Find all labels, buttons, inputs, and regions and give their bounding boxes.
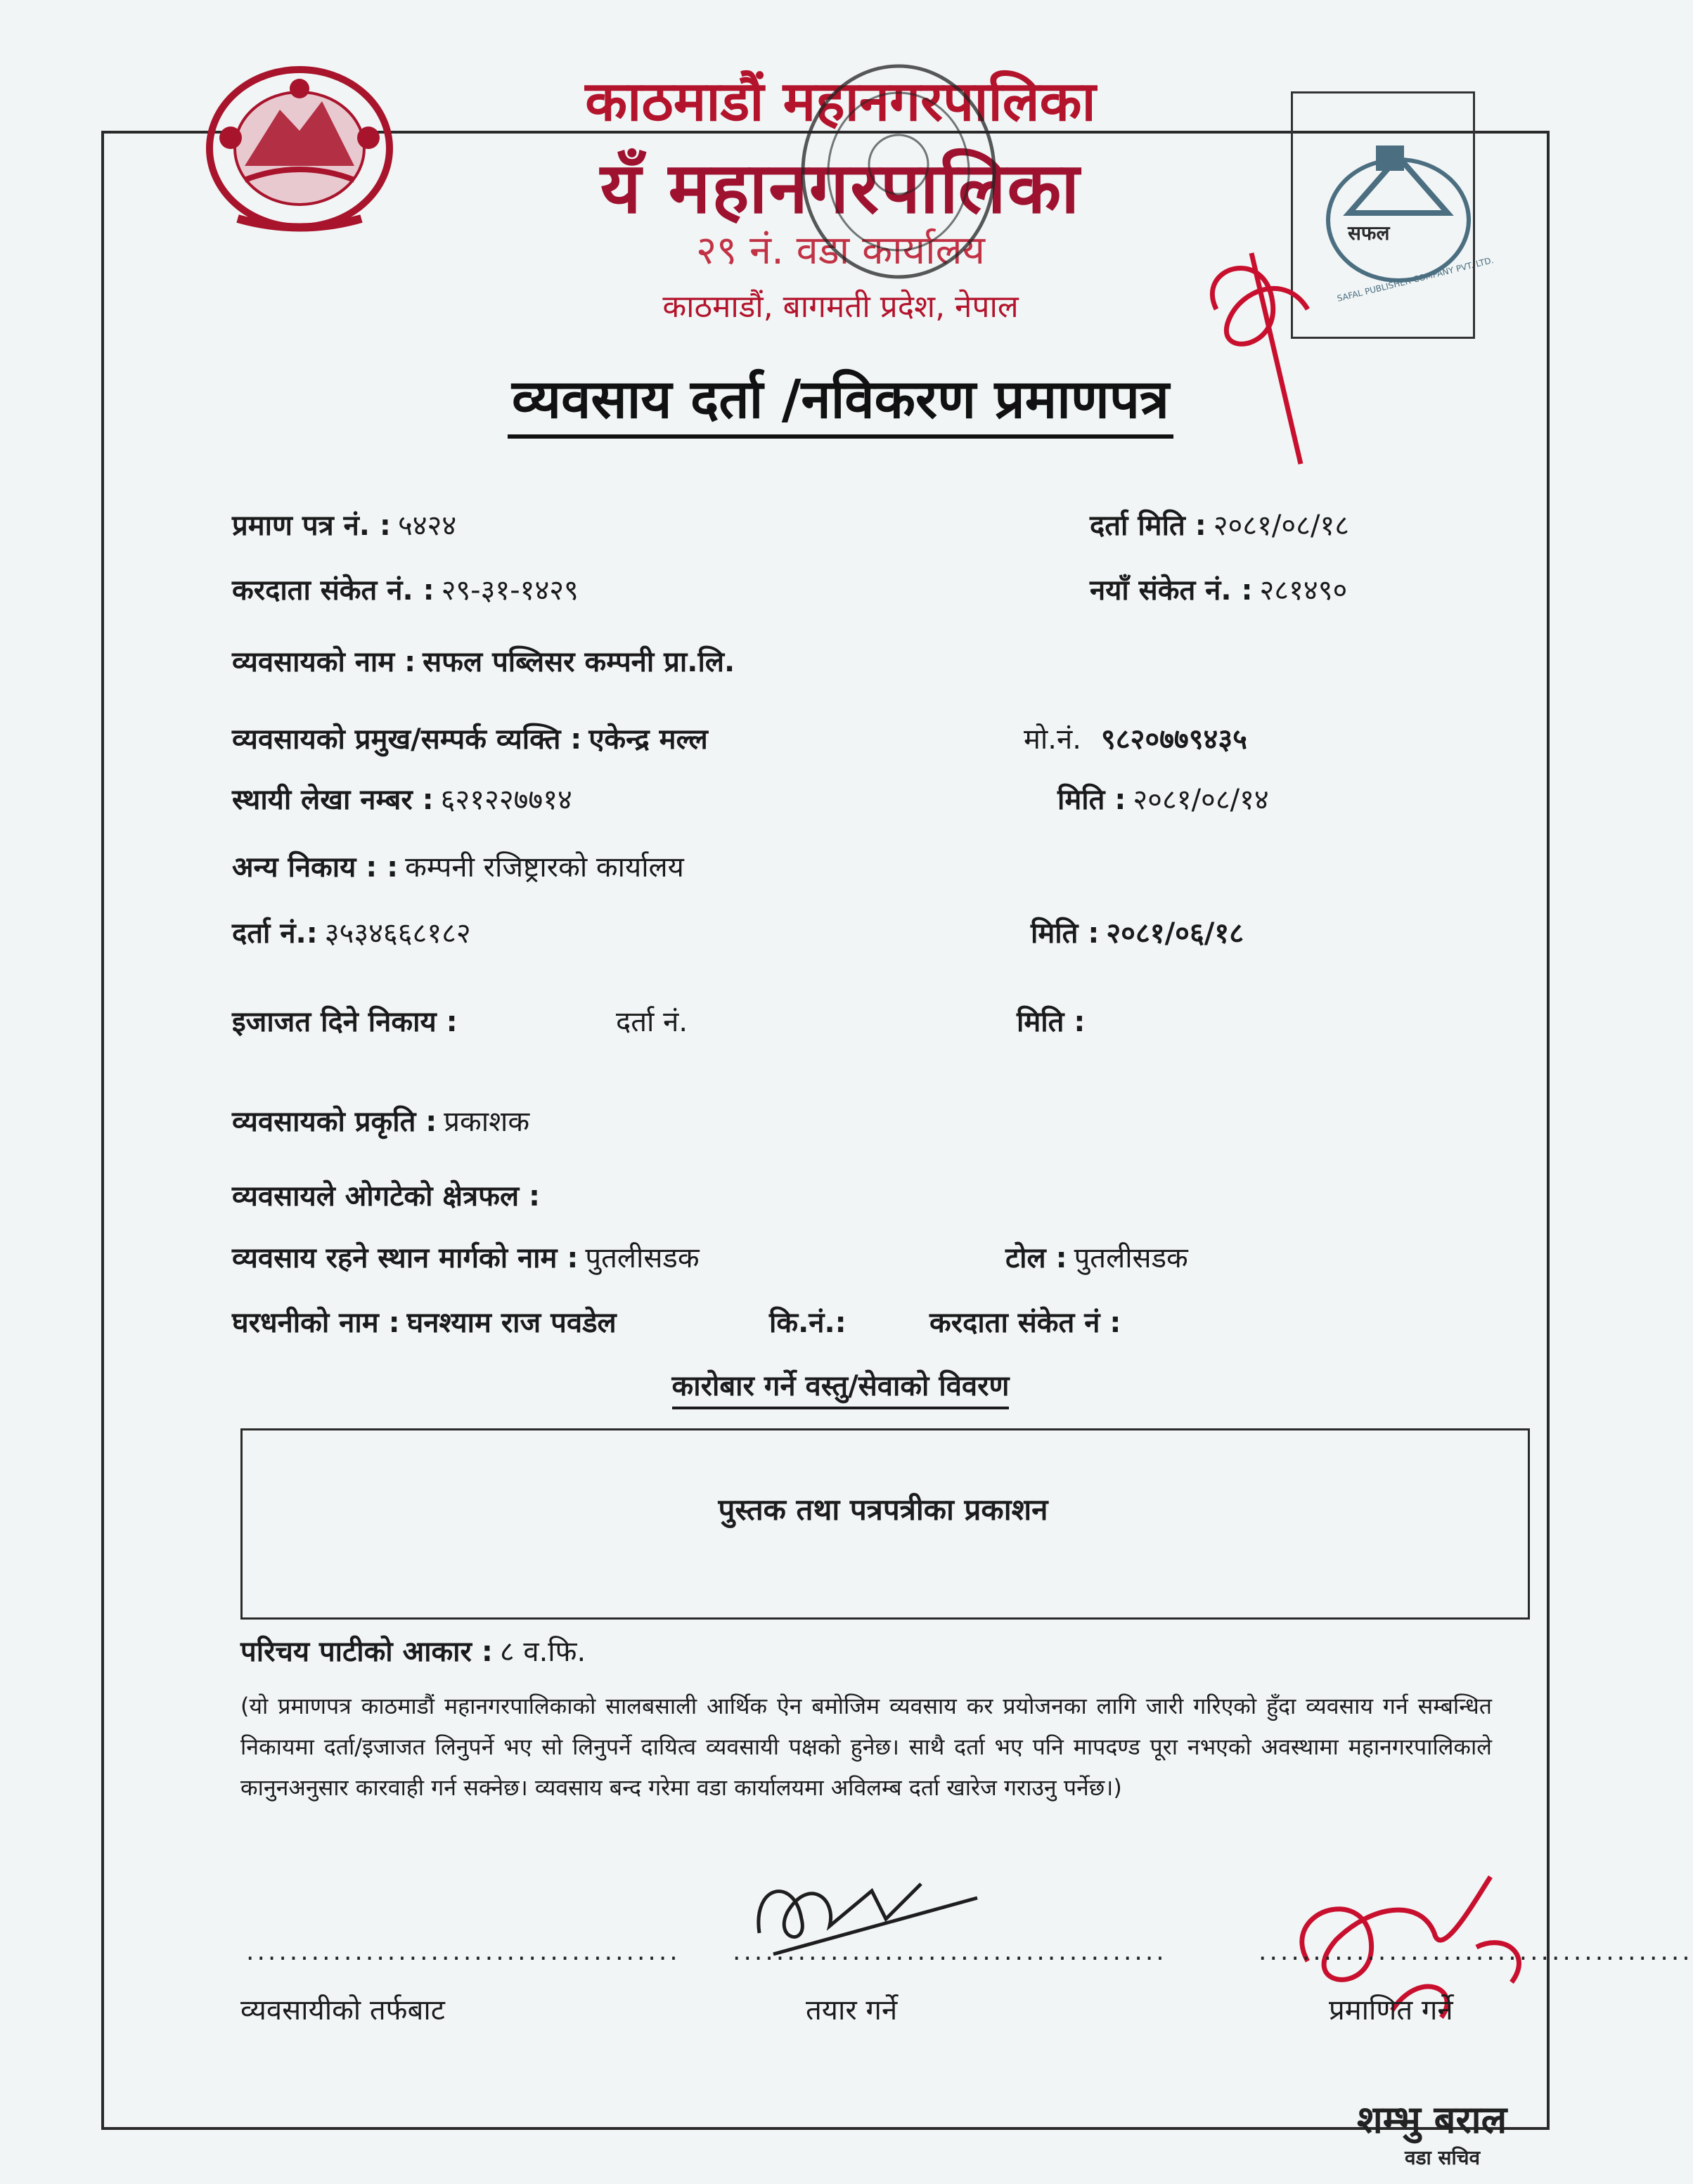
preparer-signature-label: तयार गर्ने bbox=[806, 1994, 898, 2027]
other-body-value: कम्पनी रजिष्ट्रारको कार्यालय bbox=[405, 851, 684, 884]
reg-no-date-row: मिति : २०८१/०६/१८ bbox=[1031, 917, 1244, 950]
reg-no-date-value: २०८१/०६/१८ bbox=[1106, 917, 1244, 950]
permit-date-row: मिति : bbox=[1017, 1006, 1086, 1038]
taxpayer-code-value: २९-३१-१४२९ bbox=[441, 574, 579, 607]
business-signature-label: व्यवसायीको तर्फबाट bbox=[240, 1994, 445, 2027]
pan-date-row: मिति : २०८१/०८/१४ bbox=[1057, 784, 1269, 816]
mobile-row: मो.नं. ९८२०७७९४३५ bbox=[1024, 723, 1247, 756]
ward-seal-icon bbox=[793, 45, 1004, 326]
company-logo-text: सफल bbox=[1348, 221, 1390, 245]
other-body-row: अन्य निकाय : : कम्पनी रजिष्ट्रारको कार्यालय bbox=[232, 851, 684, 884]
legal-note: (यो प्रमाणपत्र काठमाडौं महानगरपालिकाको सालबसाली आर्थिक ऐन बमोजिम व्यवसाय कर प्रयोजनका लागि जारी गरिएको हुँदा व्यवसाय गर्न सम्बन्धित निकायमा दर्ता/इजाजत लिनुपर्ने भए सो लिनुपर्ने दायित्व व्यवसायी पक्षको हुनेछ। साथै दर्ता भए पनि मापदण्ड पूरा नभएको अवस्थामा महानगरपालिकाले कानुनअनुसार कारवाही गर्न सक्नेछ। व्यवसाय बन्द गरेमा वडा कार्यालयमा अविलम्ब दर्ता खारेज गराउनु पर्नेछ।) bbox=[240, 1693, 1492, 1801]
permit-body-row: इजाजत दिने निकाय : bbox=[232, 1006, 458, 1038]
new-code-row: नयाँ संकेत नं. : २८१४९० bbox=[1090, 574, 1348, 607]
certificate-title: व्यवसाय दर्ता /नविकरण प्रमाणपत्र bbox=[0, 361, 1681, 434]
company-logo-lettering: SAFAL PUBLISHER COMPANY PVT. LTD. bbox=[1336, 254, 1495, 304]
goods-heading: कारोबार गर्ने वस्तु/सेवाको विवरण bbox=[0, 1365, 1681, 1404]
ward-office: २९ नं. वडा कार्यालय bbox=[695, 228, 986, 273]
tole-row: टोल : पुतलीसडक bbox=[1005, 1242, 1188, 1274]
cert-no-row: प्रमाण पत्र नं. : ५४२४ bbox=[232, 510, 457, 542]
taxpayer-code-row: करदाता संकेत नं. : २९-३१-१४२९ bbox=[232, 574, 579, 607]
kitta-row: कि.नं.: bbox=[769, 1307, 846, 1339]
tole-value: पुतलीसडक bbox=[1074, 1242, 1188, 1274]
contact-person-value: एकेन्द्र मल्ल bbox=[588, 723, 708, 756]
permit-reg-row: दर्ता नं. bbox=[616, 1006, 688, 1038]
signature-top-icon bbox=[1167, 225, 1336, 492]
area-row: व्यवसायले ओगटेको क्षेत्रफल : bbox=[232, 1180, 541, 1213]
business-signature-line: ........................................ bbox=[246, 1937, 681, 1966]
officer-name: शम्भु बराल bbox=[1357, 2098, 1507, 2142]
goods-description: पुस्तक तथा पत्रपत्रीका प्रकाशन bbox=[718, 1492, 1048, 1527]
street-value: पुतलीसडक bbox=[585, 1242, 700, 1274]
cert-no-value: ५४२४ bbox=[397, 510, 457, 542]
reg-no-value: ३५३४६६८१८२ bbox=[324, 917, 471, 950]
officer-title: वडा सचिव bbox=[1405, 2146, 1481, 2169]
nature-value: प्रकाशक bbox=[444, 1106, 530, 1138]
reg-date-row: दर्ता मिति : २०८१/०८/१८ bbox=[1090, 510, 1350, 542]
pan-row: स्थायी लेखा नम्बर : ६२१२२७७१४ bbox=[232, 784, 572, 816]
business-name-row: व्यवसायको नाम : सफल पब्लिसर कम्पनी प्रा.लि. bbox=[232, 646, 735, 678]
new-code-value: २८१४९० bbox=[1259, 574, 1348, 607]
board-size-row: परिचय पाटीको आकार : ८ व.फि. bbox=[240, 1636, 586, 1668]
owner-tax-row: करदाता संकेत नं : bbox=[929, 1307, 1121, 1339]
mobile-value: ९८२०७७९४३५ bbox=[1100, 723, 1247, 756]
preparer-signature-line: ........................................ bbox=[733, 1937, 1167, 1966]
certifier-signature-label: प्रमाणित गर्ने bbox=[1329, 1994, 1453, 2027]
owner-row: घरधनीको नाम : घनश्याम राज पवडेल bbox=[232, 1307, 617, 1339]
address: काठमाडौं, बागमती प्रदेश, नेपाल bbox=[662, 289, 1019, 325]
nature-row: व्यवसायको प्रकृति : प्रकाशक bbox=[232, 1106, 530, 1138]
municipality-name-newari: यँ महानगरपालिका bbox=[600, 147, 1081, 229]
board-size-value: ८ व.फि. bbox=[499, 1636, 586, 1668]
reg-date-value: २०८१/०८/१८ bbox=[1213, 510, 1350, 542]
certifier-signature-line: ........................................ bbox=[1259, 1937, 1693, 1966]
reg-no-row: दर्ता नं.: ३५३४६६८१८२ bbox=[232, 917, 471, 950]
pan-value: ६२१२२७७१४ bbox=[440, 784, 572, 816]
owner-value: घनश्याम राज पवडेल bbox=[406, 1307, 617, 1339]
contact-person-row: व्यवसायको प्रमुख/सम्पर्क व्यक्ति : एकेन्द्र मल्ल bbox=[232, 723, 708, 756]
business-name-value: सफल पब्लिसर कम्पनी प्रा.लि. bbox=[423, 646, 735, 678]
street-row: व्यवसाय रहने स्थान मार्गको नाम : पुतलीसडक bbox=[232, 1242, 700, 1274]
pan-date-value: २०८१/०८/१४ bbox=[1133, 784, 1269, 816]
municipality-name: काठमाडौं महानगरपालिका bbox=[585, 70, 1096, 134]
